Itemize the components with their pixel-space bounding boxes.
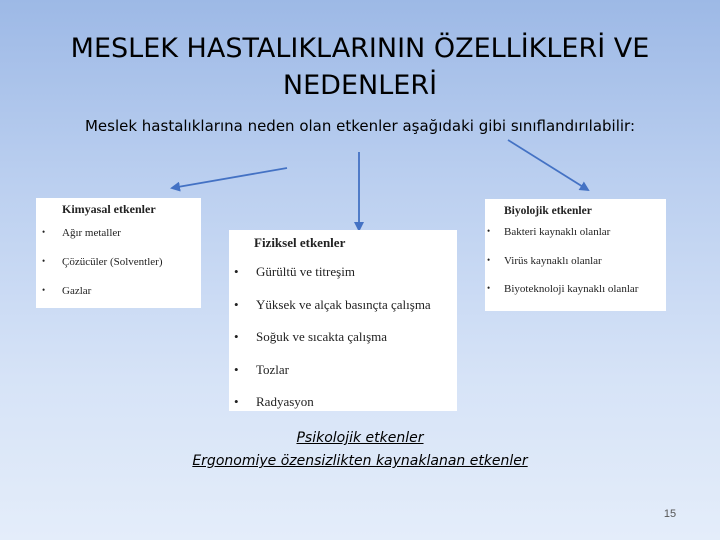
slide-subtitle: Meslek hastalıklarına neden olan etkenler aşağıdaki gibi sınıflandırılabilir: [84,117,636,135]
arrow-right [508,140,588,190]
arrow-left [172,168,287,188]
page-number: 15 [663,508,677,520]
kimyasal-etkenler-box [36,198,201,308]
list-item: • Soğuk ve sıcakta çalışma [256,329,457,362]
kimyasal-heading: Kimyasal etkenler [62,202,156,216]
list-item: • Gürültü ve titreşim [256,264,457,297]
list-item: • Radyasyon [256,394,457,427]
kimyasal-list [36,227,201,314]
list-item: • Ağır metaller [62,227,201,256]
list-item: • Yüksek ve alçak basınçta çalışma [256,297,457,330]
other-factors [110,428,610,474]
list-item: • Bakteri kaynaklı olanlar [504,226,666,255]
fiziksel-heading: Fiziksel etkenler [254,235,346,250]
biyolojik-etkenler-box [485,199,666,311]
fiziksel-etkenler-box [229,230,457,411]
biyolojik-heading: Biyolojik etkenler [504,205,592,217]
biyolojik-list [485,226,666,312]
list-item: • Gazlar [62,285,201,314]
list-item: • Tozlar [256,362,457,395]
list-item: • Biyoteknoloji kaynaklı olanlar [504,283,666,312]
ergonomi-etkenler-link[interactable]: Ergonomiye özensizlikten kaynaklanan etkenler [192,453,528,469]
slide-title: MESLEK HASTALIKLARININ ÖZELLİKLERİ VE NEDENLERİ [70,33,650,101]
fiziksel-list [229,264,457,427]
list-item: • Virüs kaynaklı olanlar [504,255,666,284]
psikolojik-etkenler-link[interactable]: Psikolojik etkenler [296,430,424,446]
list-item: • Çözücüler (Solventler) [62,256,201,285]
